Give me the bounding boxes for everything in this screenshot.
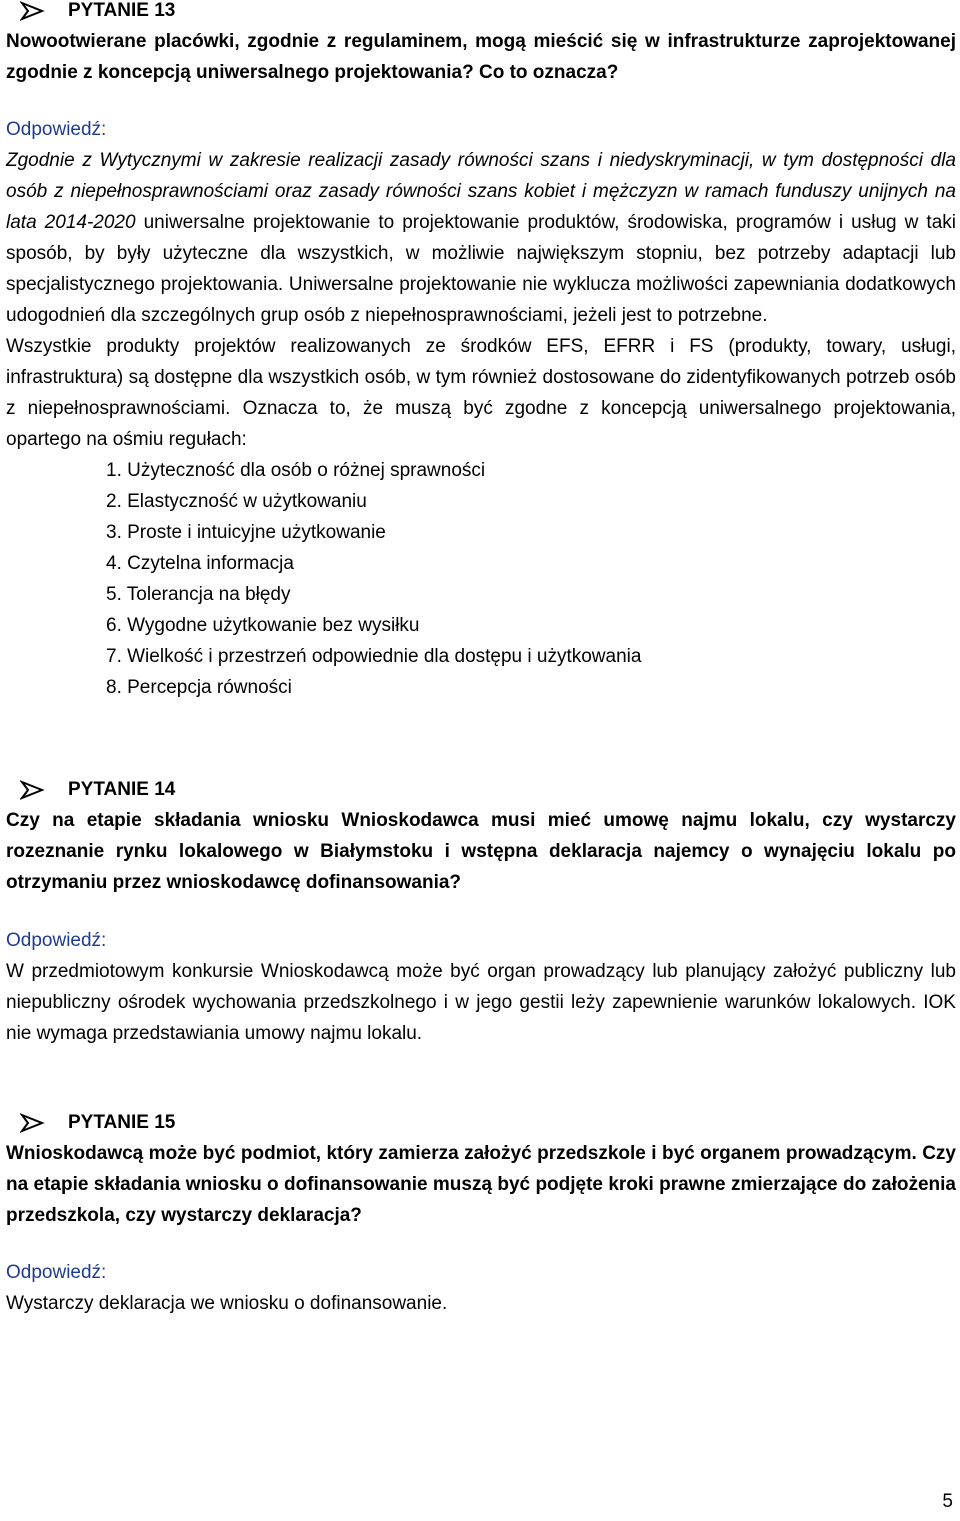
question-14-label: PYTANIE 14 [68,779,176,800]
list-item: 1. Użyteczność dla osób o różnej sprawności [106,460,486,481]
answer-14-paragraph: W przedmiotowym konkursie Wnioskodawcą może być organ prowadzący lub planujący założyć publiczny lub niepubliczny ośrodek wychowania przedszkolnego i w jego gestii leży zapewnienie warunków lokalowych. IOK nie wymaga przedstawiania umowy najmu lokalu. [6,961,956,1044]
list-item: 4. Czytelna informacja [106,553,294,574]
question-13-text: Nowootwierane placówki, zgodnie z regulaminem, mogą mieścić się w infrastrukturze zaprojektowanej zgodnie z koncepcją uniwersalnego projektowania? Co to oznacza? [6,31,956,83]
answer-13-label: Odpowiedź: [6,119,107,140]
question-15-header [6,1108,956,1138]
answer-14-label: Odpowiedź: [6,930,107,951]
list-item: 2. Elastyczność w użytkowaniu [106,491,367,512]
answer-13-italic: Zgodnie z Wytycznymi w zakresie realizacji zasady równości szans i niedyskryminacji, w tym dostępności dla osób z niepełnosprawnościami oraz zasady równości szans kobiet i mężczyzn w ramach funduszy unijnych na lata 2014-2020 [6,150,956,233]
list-item: 8. Percepcja równości [106,677,292,698]
question-13-label: PYTANIE 13 [68,0,176,21]
document-page [6,0,956,1319]
question-14-text: Czy na etapie składania wniosku Wnioskodawca musi mieć umowę najmu lokalu, czy wystarczy rozeznanie rynku lokalowego w Białymstoku i wstępna deklaracja najemcy o wynajęciu lokalu po otrzymaniu przez wnioskodawcę dofinansowania? [6,810,956,893]
list-item: 7. Wielkość i przestrzeń odpowiednie dla dostępu i użytkowania [106,646,642,667]
page-number: 5 [942,1491,953,1512]
question-13-header [6,0,956,26]
question-15-text: Wnioskodawcą może być podmiot, który zamierza założyć przedszkole i być organem prowadzącym. Czy na etapie składania wniosku o dofinansowanie muszą być podjęte kroki prawne zmierzające do założenia przedszkola, czy wystarczy deklaracja? [6,1143,956,1226]
arrow-bullet-icon [20,1,48,21]
question-14-header [6,775,956,805]
answer-15-paragraph: Wystarczy deklaracja we wniosku o dofinansowanie. [6,1293,448,1314]
arrow-bullet-icon [20,780,48,800]
answer-15-label: Odpowiedź: [6,1262,107,1283]
answer-13-rest: uniwersalne projektowanie to projektowanie produktów, środowiska, programów i usług w taki sposób, by były użyteczne dla wszystkich, w możliwie największym stopniu, bez potrzeby adaptacji lub specjalistycznego projektowania. Uniwersalne projektowanie nie wyklucza możliwości zapewniania dodatkowych udogodnień dla szczególnych grup osób z niepełnosprawnościami, jeżeli jest to potrzebne. [6,212,956,326]
list-item: 5. Tolerancja na błędy [106,584,291,605]
answer-13-paragraph-2: Wszystkie produkty projektów realizowanych ze środków EFS, EFRR i FS (produkty, towary, usługi, infrastruktura) są dostępne dla wszystkich osób, w tym również dostosowane do zidentyfikowanych potrzeb osób z niepełnosprawnościami. Oznacza to, że muszą być zgodne z koncepcją uniwersalnego projektowania, opartego na ośmiu regułach: [6,336,956,450]
rules-list [6,455,956,703]
question-15-label: PYTANIE 15 [68,1112,176,1133]
list-item: 6. Wygodne użytkowanie bez wysiłku [106,615,420,636]
answer-13-paragraph [6,145,956,331]
list-item: 3. Proste i intuicyjne użytkowanie [106,522,386,543]
arrow-bullet-icon [20,1113,48,1133]
